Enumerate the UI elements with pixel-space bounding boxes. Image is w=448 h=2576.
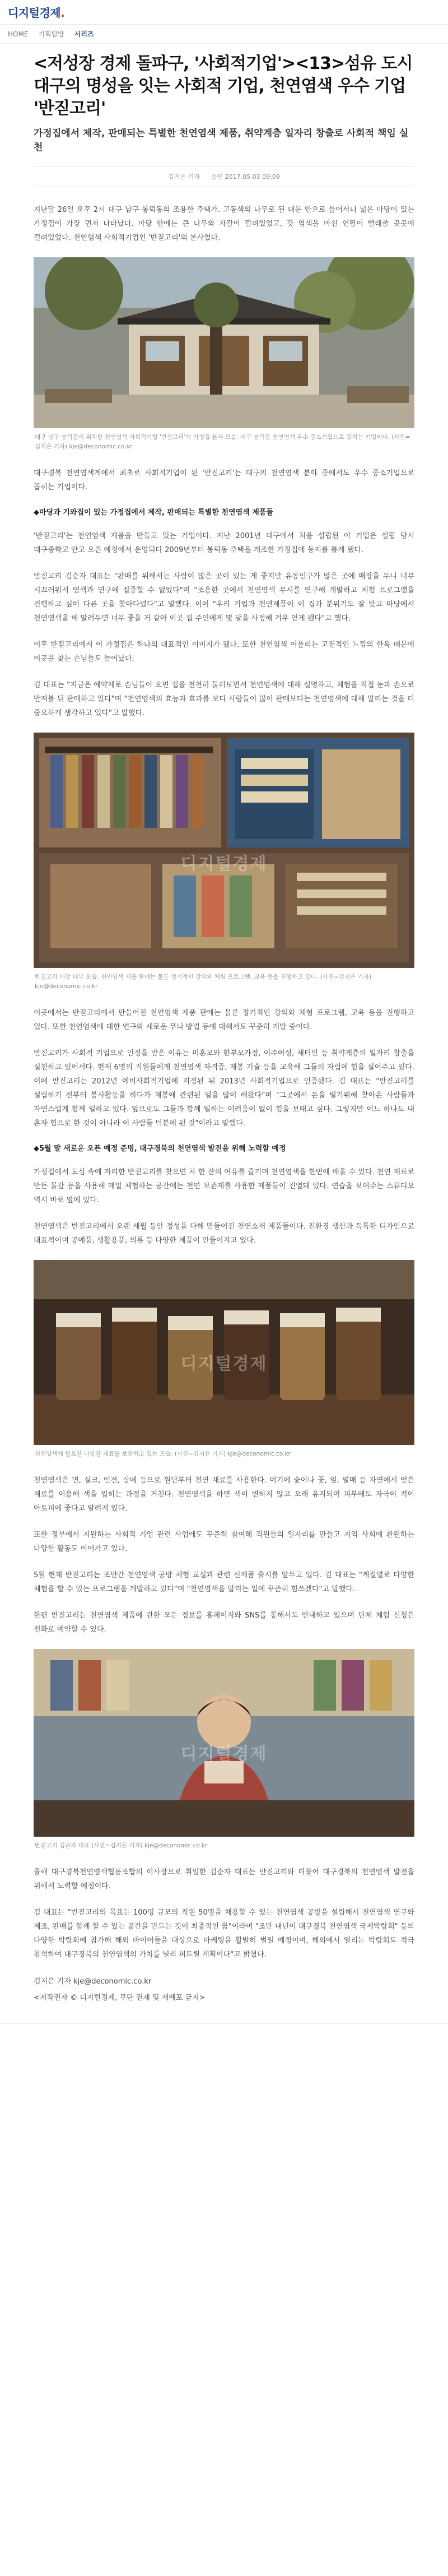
article-paragraph: 이곳에서는 반짇고리에서 만들어진 천연염색 제품 판매는 물론 정기적인 강의와 체험 프로그램, 교육 등을 진행하고 있다. 또한 천연염색에 대한 연구와 새로운 무늬 방법 등에 대해서도 꾸준히 개발 중이다. — [34, 1009, 414, 1031]
site-logo[interactable] — [8, 4, 64, 20]
photo-watermark: 디지털경제 — [180, 1744, 268, 1764]
dye-materials-photo — [34, 1260, 414, 1445]
article-figure-1 — [34, 257, 414, 452]
house-photo — [34, 257, 414, 428]
article-paragraph: 5월 현재 반짇고리는 조만간 천연염색 공방 체험 교실과 관련 신제품 출시를 앞두고 있다. 김 대표는 "계절별로 다양한 체험을 할 수 있는 프로그램을 개발하고 있다"며 "천연염색을 알리는 일에 꾸준히 힘쓰겠다"고 말했다. — [34, 1571, 414, 1593]
breadcrumb-series[interactable]: 시리즈 — [74, 30, 94, 38]
article-paragraph: 천연염색은 반짇고리에서 오랜 세월 동안 정성을 다해 만들어진 천연소재 제품들이다. 친환경 생산과 독특한 디자인으로 대표적이며 공예품, 생활용품, 의류 등 다양한 제품이 만들어지고 있다. — [34, 1222, 414, 1245]
photo-watermark: 디지털경제 — [180, 854, 268, 874]
logo-dot: . — [60, 6, 65, 20]
house-illustration — [34, 257, 414, 428]
site-header — [0, 0, 448, 25]
article-paragraph: 한편 반짇고리는 천연염색 제품에 관한 모든 정보를 홈페이지와 SNS를 통해서도 안내하고 있으며 단체 체험 신청은 전화로 예약할 수 있다. — [34, 1611, 414, 1634]
breadcrumb-section[interactable]: 기획탐방 — [38, 30, 64, 38]
breadcrumb-home[interactable]: HOME — [8, 30, 29, 38]
logo-text: 디지털경제 — [8, 6, 61, 20]
article-paragraph: 김 대표는 "지금은 예약제로 손님들이 오면 집을 천천히 둘러보면서 천연염색에 대해 설명하고, 체험을 직접 눈과 손으로 만져볼 뒤 판매하고 있다"며 "천연염색의 효능과 효과를 보다 사람들이 많이 판매보다는 천연염색에 대해 알리는 것을 더 중요하게 생각하고 있다"고 말했다. — [34, 681, 414, 717]
figure-caption: 천연염색에 필요한 다양한 재료를 보관하고 있는 모습. (사진=김지은 기자) kje@deconomic.co.kr — [35, 1451, 291, 1457]
article-subtitle: ◆5월 말 새로운 오픈 예정 준명, 대구경북의 천연염색 발전을 위해 노력할 예정 — [34, 1145, 286, 1153]
breadcrumb — [0, 25, 448, 44]
article-paragraph: 반짇고리가 사회적 기업으로 인정을 받은 이유는 미혼모와 한부모가정, 이주여성, 새터민 등 취약계층의 일자리 창출을 실천하고 있어서다. 현재 6명의 직원들에게 천연염색 자격증, 재봉 기술 등을 교육해 그들의 자립에 힘을 실어주고 있다. 이에 반짇고리는 2012년 예비사회적기업에 지정된 뒤 2013년 사회적기업으로 인증됐다. 김 대표는 "반짇고리를 설립하기 전부터 봉사활동을 하다가 재봉에 관련된 일을 많이 해왔다"며 "그곳에서 돈을 벌기위해 찾아온 사람들과 자연스럽게 함께 일하고 있다. 앞으로도 그들과 함께 일하는 어려움이 없이 힘을 보태고 싶다. 그렇지만 어느 하나도 내 혼자 힘으로 한 것이 아니라 이 사람들 덕분에 된 것"이라고 말했다. — [34, 1049, 414, 1128]
article-paragraph: 김 대표는 "반짇고리의 목표는 100명 규모의 직원 50명을 채용할 수 있는 천연염색 공방을 설립해서 천연염색 연구와 제조, 판매를 함께 할 수 있는 공간을 만드는 것이 최종적인 꿈"이라며 "조만 내년이 대구경북 천연염색 국제박람회" 등의 다양한 박람회에 참가해 해외 바이어들을 대상으로 마케팅을 활발히 벌일 예정이며, 해외에서 열리는 박람회도 적극 참석하여 대구경북의 천연염색의 가치를 널리 퍼트릴 계획이다"고 밝혔다. — [34, 1908, 414, 1959]
ceo-photo — [34, 1649, 414, 1837]
figure-caption: 반짇고리 매장 내부 모습. 천연염색 제품 판매는 물론 정기적인 강의와 체험 프로그램, 교육 등을 진행하고 있다. (사진=김지은 기자) kje@deconomic.co.kr — [35, 974, 372, 990]
figure-caption: 반짇고리 김순자 대표 (사진=김지은 기자) kje@deconomic.co.kr — [35, 1842, 208, 1849]
article-paragraph: 반짇고리 김순자 대표는 "판매를 위해서는 사람이 많은 곳이 있는 게 좋지만 유동인구가 많은 곳에 매장을 두니 너무 시끄러워서 염색과 연구에 집중할 수 없었다"며 "조용한 곳에서 천연염색 무시를 연구해 개발하고 체험 프로그램을 진행하고 싶어 다른 곳을 찾아다녔다"고 말했다. 이어 "우리 기업과 천연제품이 이 집과 분위기도 잘 맞고 마당에서 천연염색을 해 말려두면 너무 좋을 거 같아 이곳 집 주인에게 몇 달을 사정해 겨우 얻게 됐다"고 했다. — [34, 572, 414, 623]
article-signature: 김지은 기자 kje@deconomic.co.kr — [34, 1977, 152, 1986]
article-paragraph: 또한 정부에서 지원하는 사회적 기업 관련 사업에도 꾸준히 참여해 직원들의 일자리를 만들고 지역 사회에 환원하는 다양한 활동도 이어가고 있다. — [34, 1531, 414, 1553]
article-subtitle: ◆마당과 기와집이 있는 가정집에서 제작, 판매되는 특별한 천연염색 제품들 — [34, 508, 273, 517]
article — [0, 44, 448, 2023]
article-headline: <저성장 경제 돌파구, '사회적기업'><13>섬유 도시 대구의 명성을 잇는 사회적 기업, 천연염색 우수 기업 '반짇고리' — [34, 54, 413, 118]
article-copyright: <저작권자 © 디지털경제, 무단 전재 및 재배포 금지> — [34, 1994, 206, 2002]
article-figure-3 — [34, 1260, 414, 1459]
article-byline: 김지은 기자 — [168, 173, 200, 180]
article-figure-4 — [34, 1649, 414, 1851]
article-paragraph: 올해 대구경북천연염색협동조합의 이사장으로 취임한 김순자 대표는 반짇고리와 더불어 대구경북의 천연염색 발전을 위해서 노력할 예정이다. — [34, 1868, 414, 1891]
article-meta — [34, 166, 414, 187]
footer-divider — [0, 2023, 448, 2039]
article-paragraph: 가정집에서 도심 속에 자리한 반짇고리를 찾으면 차 한 잔의 여유를 즐기며 천연염색을 한번에 배울 수 있다. 천연 재료로 만든 물감 등을 사용해 매일 체험하는 공간에는 천연 보존제를 사용한 제품들이 진열돼 있다. 연습을 보여주는 스튜디오 역시 바로 옆에 있다. — [34, 1168, 414, 1204]
article-paragraph: 대구경북 천연염색계에서 최초로 사회적기업이 된 '반짇고리'는 대구의 천연염색 분야 중에서도 우수 중소기업으로 꼽히는 기업이다. — [34, 469, 414, 492]
article-date: 승인 2017.05.03 09:09 — [211, 173, 280, 180]
photo-watermark: 디지털경제 — [180, 1354, 268, 1374]
article-subhead: 가정집에서 제작, 판매되는 특별한 천연염색 제품, 취약계층 일자리 창출로 사회적 책임 실천 — [34, 128, 409, 153]
figure-caption: 대구 남구 봉덕동에 위치한 천연염색 사회적기업 '반짇고리'의 가정집 본사 모습. 대구 봉덕동 천연염색 우수 중소기업으로 꼽히는 기업이다. (사진=김지은 기자) kje@deconomic.co.kr — [35, 434, 410, 450]
article-paragraph: '반짇고리'는 천연염색 제품을 만들고 있는 기업이다. 지난 2001년 대구에서 처음 설립된 이 기업은 설립 당시 대구종학교 안고 오픈 예정에서 운영되다 2009년부터 봉덕동 주택을 개조한 가정집에 둥지를 틀게 됐다. — [34, 532, 414, 554]
article-paragraph: 지난달 26일 오후 2시 대구 남구 봉덕동의 조용한 주택가. 고동색의 나무로 된 대문 안으로 들어서니 넓은 마당이 있는 가정집이 가장 먼저 나타났다. 마당 안에는 큰 나무와 자갈이 깔려있었고, 갓 염색을 마친 연필이 빨래줄 곳곳에 걸려있었다. 천연염색 사회적기업인 '반짇고리'의 본사였다. — [34, 206, 414, 242]
article-paragraph: 천연염색은 면, 실크, 인견, 삼베 등으로 원단부터 천연 재료를 사용한다. 여기에 숯이나 꽃, 잎, 열매 등 자연에서 얻은 재료를 이용해 색을 입히는 과정을 거친다. 천연염색을 하면 색이 변하지 않고 오래 유지되며 피부에도 자극이 적어 아토피에 좋다고 알려져 있다. — [34, 1476, 414, 1513]
shop-photo — [34, 733, 414, 968]
article-figure-2 — [34, 733, 414, 992]
article-paragraph: 이후 반짇고리에서 이 가정집은 하나의 대표적인 이미지가 됐다. 또한 천연염색 어울리는 고전적인 느낌의 한옥 때문에 이곳을 찾는 손님들도 늘어났다. — [34, 641, 414, 663]
